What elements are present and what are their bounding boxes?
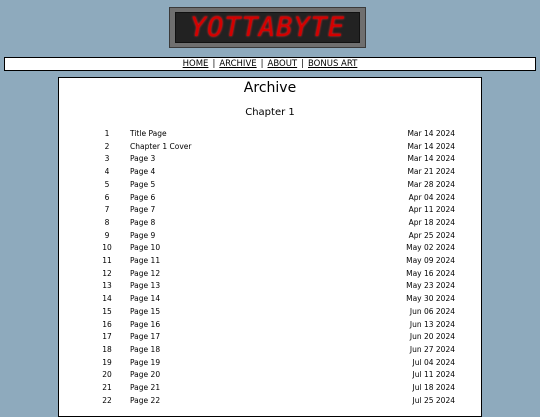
page-number: 2 <box>104 141 110 151</box>
archive-row <box>59 383 481 395</box>
page-number: 4 <box>104 167 110 177</box>
archive-row <box>59 142 481 154</box>
page-title-link[interactable]: Chapter 1 Cover <box>130 141 192 151</box>
page-number: 3 <box>104 154 110 164</box>
publish-date: Mar 21 2024 <box>407 167 455 177</box>
page-title-link[interactable]: Page 9 <box>130 230 156 240</box>
publish-date: Mar 14 2024 <box>407 129 455 138</box>
page-number: 5 <box>104 179 110 189</box>
publish-date: May 16 2024 <box>406 268 455 278</box>
archive-row <box>59 370 481 382</box>
publish-date: May 23 2024 <box>406 281 455 291</box>
archive-row <box>59 320 481 332</box>
page-title-link[interactable]: Page 17 <box>130 332 161 342</box>
nav-home-link[interactable]: HOME <box>182 59 209 69</box>
publish-date: Jul 18 2024 <box>412 383 455 392</box>
archive-row <box>59 243 481 255</box>
nav-separator: | <box>260 59 264 69</box>
archive-row <box>59 218 481 230</box>
publish-date: Apr 04 2024 <box>408 192 455 202</box>
archive-row <box>59 345 481 357</box>
archive-row <box>59 332 481 344</box>
archive-row <box>59 281 481 293</box>
page-title-link[interactable]: Title Page <box>130 129 167 138</box>
publish-date: Mar 28 2024 <box>407 179 455 189</box>
top-navigation <box>4 57 536 71</box>
page-title-link[interactable]: Page 20 <box>130 370 161 380</box>
page-number: 22 <box>102 395 112 405</box>
archive-row <box>59 180 481 192</box>
chapter-heading: Chapter 1 <box>245 107 295 118</box>
page-title-link[interactable]: Page 3 <box>130 154 156 164</box>
page-number: 7 <box>104 205 110 215</box>
page-number: 20 <box>102 370 112 380</box>
nav-archive-link[interactable]: ARCHIVE <box>219 59 257 69</box>
page-title-link[interactable]: Page 5 <box>130 179 156 189</box>
page-number: 21 <box>102 383 112 392</box>
publish-date: Jun 13 2024 <box>409 319 455 329</box>
page-number: 10 <box>102 243 112 253</box>
archive-row <box>59 193 481 205</box>
page-title-link[interactable]: Page 11 <box>130 256 161 265</box>
logo-text: YOTTABYTE <box>189 12 346 43</box>
page-number: 14 <box>102 294 112 304</box>
archive-row <box>59 231 481 243</box>
archive-row <box>59 396 481 408</box>
nav-separator: | <box>301 59 304 69</box>
nav-about-link[interactable]: ABOUT <box>267 59 298 69</box>
page-title-link[interactable]: Page 19 <box>130 357 161 367</box>
logo-display <box>175 12 360 43</box>
archive-row <box>59 358 481 370</box>
page-title-link[interactable]: Page 12 <box>130 268 161 278</box>
archive-row <box>59 167 481 179</box>
page-number: 19 <box>102 357 112 367</box>
publish-date: Apr 18 2024 <box>408 217 455 227</box>
page-number: 13 <box>102 281 112 291</box>
publish-date: Apr 25 2024 <box>408 230 455 240</box>
archive-row <box>59 205 481 217</box>
publish-date: Jul 11 2024 <box>412 370 455 380</box>
page-title-link[interactable]: Page 13 <box>130 281 161 291</box>
page-title-link[interactable]: Page 18 <box>130 344 161 354</box>
page-number: 16 <box>102 319 112 329</box>
archive-row <box>59 154 481 166</box>
page-number: 11 <box>102 256 112 265</box>
page-number: 18 <box>102 344 112 354</box>
page-title-link[interactable]: Page 8 <box>130 217 156 227</box>
archive-row <box>59 307 481 319</box>
page-number: 15 <box>102 306 112 316</box>
publish-date: Jun 20 2024 <box>409 332 455 342</box>
page-number: 6 <box>104 192 110 202</box>
publish-date: Apr 11 2024 <box>408 205 455 215</box>
page-title-link[interactable]: Page 7 <box>130 205 156 215</box>
page-number: 12 <box>102 268 112 278</box>
archive-row <box>59 294 481 306</box>
page-number: 17 <box>102 332 112 342</box>
archive-row <box>59 129 481 141</box>
nav-bonus-art-link[interactable]: BONUS ART <box>308 59 358 69</box>
archive-row <box>59 269 481 281</box>
page-number: 8 <box>104 217 110 227</box>
publish-date: Jun 27 2024 <box>409 344 455 354</box>
publish-date: Jul 25 2024 <box>412 395 455 405</box>
site-logo[interactable] <box>169 7 366 48</box>
page-title-link[interactable]: Page 14 <box>130 294 161 304</box>
page-number: 9 <box>104 230 110 240</box>
archive-panel <box>58 77 482 417</box>
publish-date: Mar 14 2024 <box>407 154 455 164</box>
page-title: Archive <box>243 80 297 96</box>
page-title-link[interactable]: Page 10 <box>130 243 161 253</box>
page-title-link[interactable]: Page 6 <box>130 192 156 202</box>
publish-date: May 09 2024 <box>406 256 455 265</box>
page-title-link[interactable]: Page 21 <box>130 383 161 392</box>
page-title-link[interactable]: Page 16 <box>130 319 161 329</box>
publish-date: May 30 2024 <box>406 294 455 304</box>
page-number: 1 <box>104 129 110 138</box>
publish-date: Mar 14 2024 <box>407 141 455 151</box>
archive-row <box>59 256 481 268</box>
page-title-link[interactable]: Page 22 <box>130 395 161 405</box>
nav-separator: | <box>212 59 216 69</box>
page-title-link[interactable]: Page 4 <box>130 167 156 177</box>
publish-date: Jul 04 2024 <box>412 357 455 367</box>
publish-date: Jun 06 2024 <box>409 306 455 316</box>
page-title-link[interactable]: Page 15 <box>130 306 161 316</box>
publish-date: May 02 2024 <box>406 243 455 253</box>
